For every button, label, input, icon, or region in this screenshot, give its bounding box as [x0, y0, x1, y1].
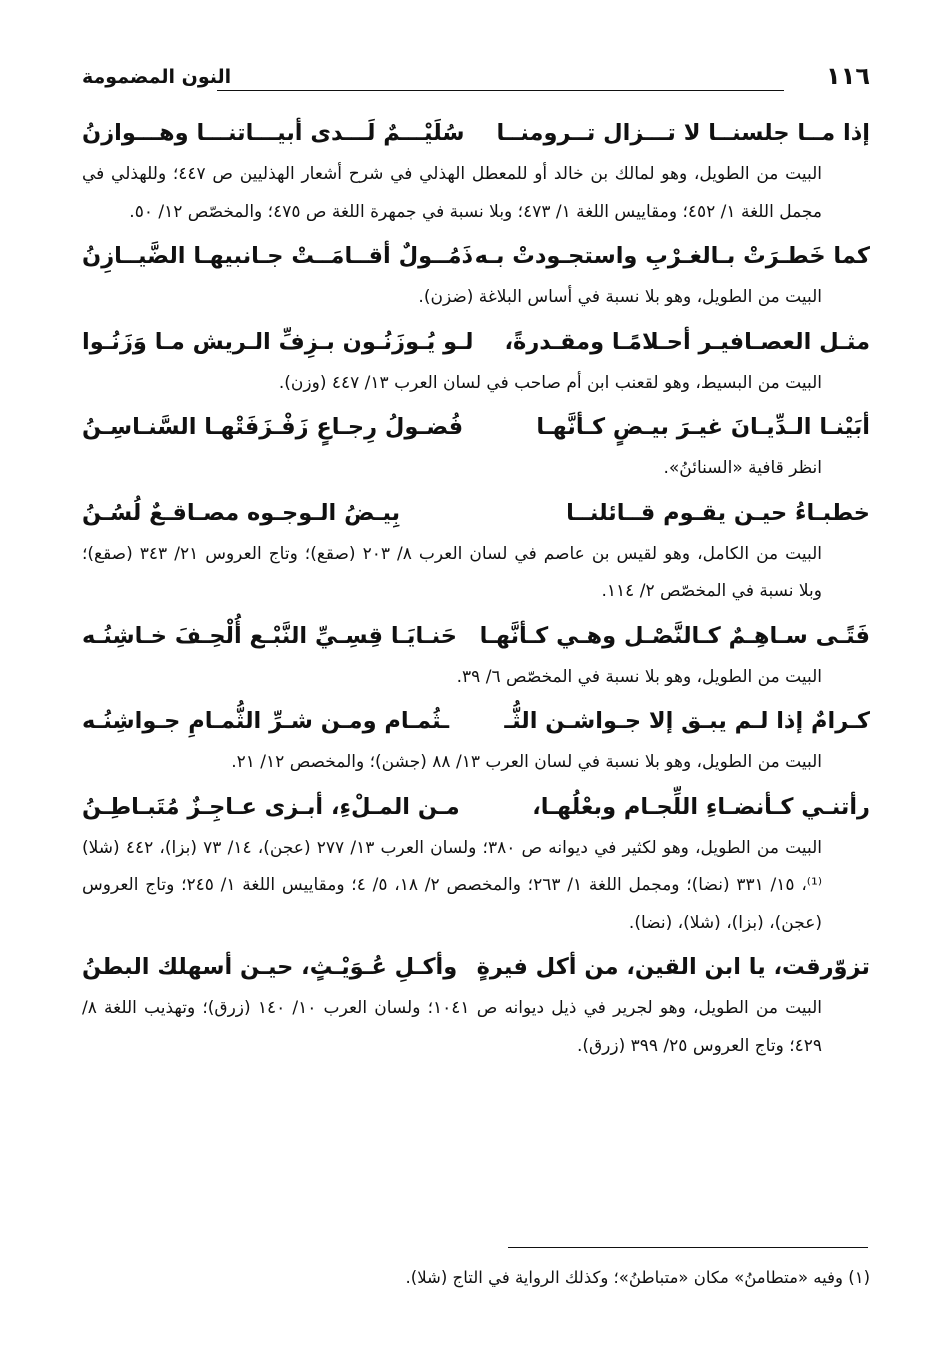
verse-first-hemistich: كـرامٌ إذا لـم يبـق إلا جـواشـن الثُّـ — [504, 708, 870, 734]
verse-entry — [82, 239, 870, 317]
verse-entry — [82, 950, 870, 1065]
verse-entry — [82, 116, 870, 231]
verse-line — [82, 496, 870, 536]
verse-second-hemistich: وأكـلِ عُـوَيْـثٍ، حيـن أسهلك البطنُ — [82, 954, 458, 980]
verse-second-hemistich: سُلَيْـــمٌ لَـــدى أبيـــاتنـــا وهـــوازنُ — [82, 120, 465, 146]
verse-second-hemistich: مـن المـلْءِ، أبـزى عـاجِـزٌ مُتَبـاطِـنُ — [82, 793, 460, 820]
verse-second-hemistich: حَنـايَـا قِسِـيِّ النَّبْـع أُلْحِـفَ خـاشِنُـه — [82, 622, 457, 649]
verse-note: البيت من الطويل، وهو لمالك بن خالد أو للمعطل الهذلي في شرح أشعار الهذليين ص ٤٤٧؛ وللهذلي في مجمل اللغة ١/ ٤٥٢؛ ومقاييس اللغة ١/ ٤٧٣؛ وبلا نسبة في جمهرة اللغة ص ٤٧٥؛ والمخصّص ١٢/ ٥٠. — [82, 164, 822, 222]
verse-first-hemistich: كما خَطـرَتْ بـالغـرْبِ واستجـودتْ بـه — [474, 243, 870, 269]
verse-first-hemistich: تزوّرقت، يا ابن القين، من أكل فيرةٍ — [476, 954, 870, 980]
verse-first-hemistich: فَتًـى سـاهِـمٌ كـالنَّصْـل وهـي كـأنَّهـا — [479, 622, 870, 649]
verse-second-hemistich: لـو يُـوزَنُـون بـزِفِّ الـريش مـا وَزَنُـوا — [82, 328, 474, 355]
footnote-separator — [508, 1247, 868, 1248]
verse-note: البيت من الكامل، وهو لقيس بن عاصم في لسان العرب ٨/ ٢٠٣ (صقع)؛ وتاج العروس ٢١/ ٣٤٣ (صقع)؛ وبلا نسبة في المخصّص ٢/ ١١٤. — [82, 543, 822, 601]
verse-entry — [82, 496, 870, 611]
verse-note: البيت من الطويل، وهو بلا نسبة في المخصّص ٦/ ٣٩. — [456, 666, 822, 687]
verse-note: البيت من البسيط، وهو لقعنب ابن أم صاحب في لسان العرب ١٣/ ٤٤٧ (وزن). — [278, 372, 822, 393]
verse-second-hemistich: بِيـضُ الـوجـوه مصـاقـعٌ لُسُـنُ — [82, 499, 401, 526]
verse-note: البيت من الطويل، وهو لكثير في ديوانه ص ٣٨٠؛ ولسان العرب ١٣/ ٢٧٧ (عجن)، ١٤/ ٧٣ (بزا)، ٤٤٢ (شلا)⁽¹⁾، ١٥/ ٣٣١ (نضا)؛ ومجمل اللغة ١/ ٢٦٣؛ والمخصص ٢/ ١٨، ٥/ ٤؛ ومقاييس اللغة ١/ ٢٤٥؛ وتاج العروس (عجن)، (بزا)، (شلا)، (نضا). — [82, 837, 822, 933]
verse-first-hemistich: أبَيْنـا الـدِّيـانَ غيـرَ بيـضٍ كـأنَّهـا — [536, 414, 870, 440]
verse-first-hemistich: خطبـاءُ حيـن يقـوم قــائلنــا — [566, 499, 870, 526]
verse-line — [82, 410, 870, 450]
verse-first-hemistich: إذا مــا جلسنــا لا تـــزال تــرومنــا — [496, 120, 870, 146]
verse-note: البيت من الطويل، وهو لجرير في ذيل ديوانه ص ١٠٤١؛ ولسان العرب ١٠/ ١٤٠ (زرق)؛ وتهذيب اللغة ٨/ ٤٢٩؛ وتاج العروس ٢٥/ ٣٩٩ (زرق). — [82, 998, 822, 1056]
verse-line — [82, 116, 870, 156]
verse-second-hemistich: فُضـولُ رِجـاعٍ زَفْـزَفَتْهـا السَّنـاسِـنُ — [82, 414, 464, 440]
page-number: ١١٦ — [826, 62, 870, 90]
footnote: (١) وفيه «متطامنُ» مكان «متباطنُ»؛ وكذلك الرواية في التاج (شلا). — [405, 1268, 870, 1287]
verse-line — [82, 239, 870, 279]
verse-line — [82, 790, 870, 830]
verse-entry — [82, 704, 870, 782]
running-title: النون المضمومة — [82, 66, 232, 88]
verse-line — [82, 704, 870, 744]
verse-first-hemistich: مثـل العصـافيـر أحـلامًـا ومقـدرةً، — [504, 328, 870, 355]
verse-note: البيت من الطويل، وهو بلا نسبة في لسان العرب ١٣/ ٨٨ (جشن)؛ والمخصص ١٢/ ٢١. — [231, 752, 822, 772]
verse-entry — [82, 790, 870, 943]
verse-line — [82, 325, 870, 365]
verse-entry — [82, 619, 870, 697]
verse-entries — [82, 108, 870, 1065]
verse-entry — [82, 325, 870, 403]
verse-second-hemistich: ذَمُــولٌ أقــامَــتْ جـانبيهـا الضَّيــازِنُ — [82, 243, 474, 269]
header-rule — [217, 90, 784, 91]
verse-note: البيت من الطويل، وهو بلا نسبة في أساس البلاغة (ضزن). — [418, 287, 822, 307]
page-header — [82, 58, 870, 98]
verse-first-hemistich: رأتنـي كـأنضـاءِ اللِّجـام وبعْلُهـا، — [532, 793, 870, 820]
verse-second-hemistich: ـثُمـام ومـن شـرِّ الثُّمـامِ جـواشِنُـه — [82, 708, 450, 734]
verse-line — [82, 950, 870, 990]
verse-line — [82, 619, 870, 659]
verse-entry — [82, 410, 870, 488]
verse-note: انظر قافية «السنائنُ». — [663, 458, 822, 478]
